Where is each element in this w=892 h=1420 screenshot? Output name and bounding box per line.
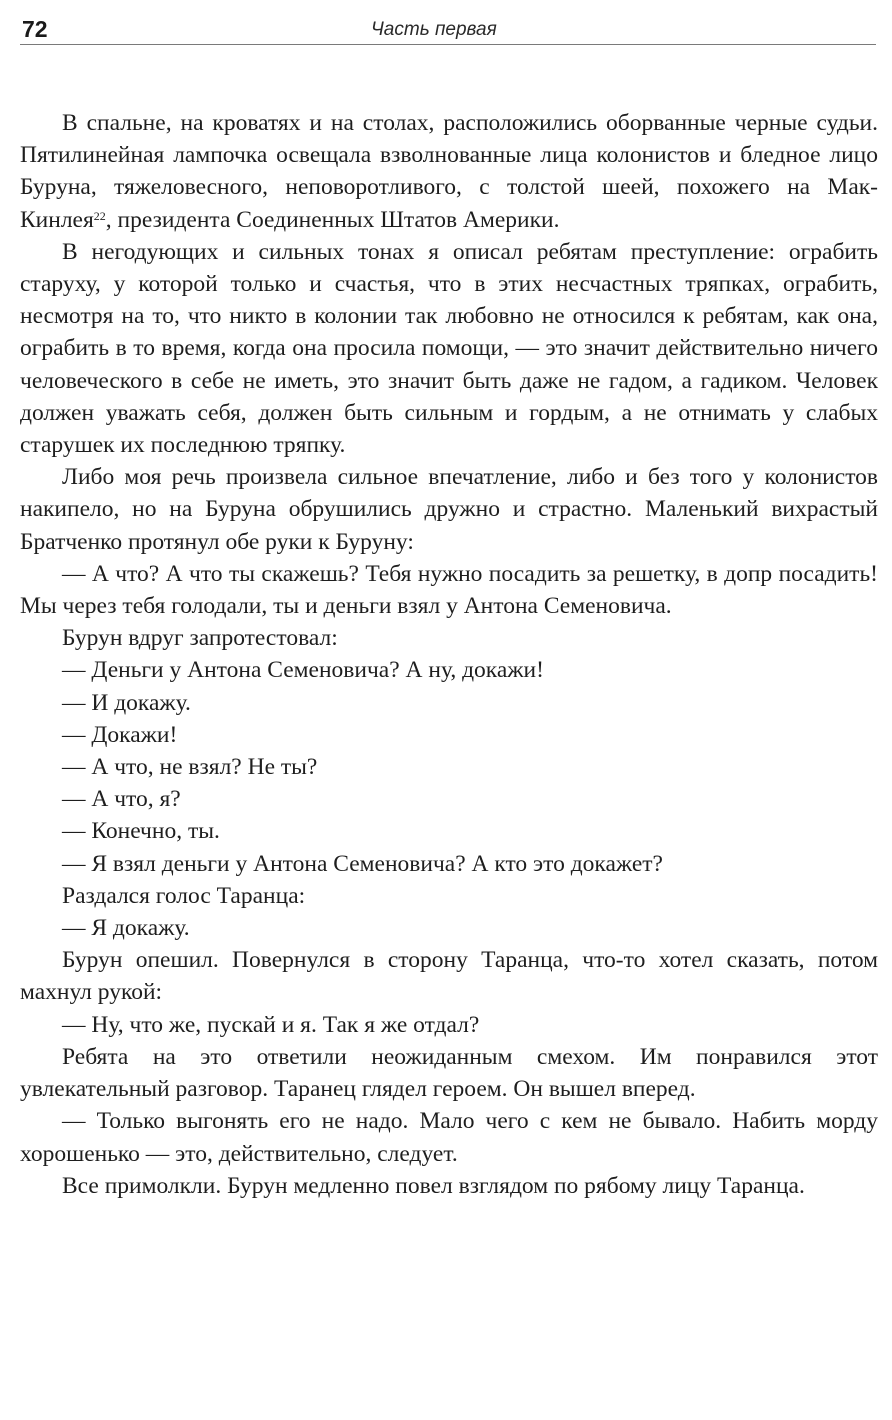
- body-text: [20, 107, 878, 1202]
- paragraph-text-tail: , президента Соединенных Штатов Америки.: [105, 206, 560, 233]
- running-head: Часть первая: [371, 19, 497, 40]
- paragraph: Раздался голос Таранца:: [62, 882, 306, 909]
- dialogue-line: — Деньги у Антона Семеновича? А ну, докажи!: [62, 657, 544, 684]
- paragraph: Все примолкли. Бурун медленно повел взглядом по рябому лицу Таранца.: [62, 1172, 805, 1199]
- footnote-marker[interactable]: 22: [93, 208, 106, 223]
- paragraph: В негодующих и сильных тонах я описал ребятам преступление: ограбить старуху, у которой только и счастья, что в этих несчастных тряпках, ограбить, несмотря на то, что никто в колонии так любовно не относился к ребятам, как она, ограбить в то время, когда она просила помощи, — это значит действительно ничего человеческого в себе не иметь, это значит быть даже не гадом, а гадиком. Человек должен уважать себя, должен быть сильным и гордым, а не отнимать у слабых старушек их последнюю тряпку.: [20, 238, 878, 459]
- dialogue-line: — Ну, что же, пускай и я. Так я же отдал?: [62, 1011, 480, 1038]
- dialogue-line: — Конечно, ты.: [62, 818, 220, 845]
- header-rule: [20, 44, 876, 45]
- paragraph: Бурун опешил. Повернулся в сторону Таранца, что-то хотел сказать, потом махнул рукой:: [20, 947, 878, 1006]
- paragraph-text: В спальне, на кроватях и на столах, расположились оборванные черные судьи. Пятилинейная лампочка освещала взволнованные лица колонистов и бледное лицо Буруна, тяжеловесного, неповоротливого, с толстой шеей, похожего на Мак-Кинлея: [20, 110, 878, 233]
- dialogue-line: — Я докажу.: [62, 915, 190, 942]
- dialogue-line: — А что? А что ты скажешь? Тебя нужно посадить за решетку, в допр посадить! Мы через тебя голодали, ты и деньги взял у Антона Семеновича.: [20, 560, 878, 620]
- dialogue-line: — Я взял деньги у Антона Семеновича? А кто это докажет?: [62, 850, 663, 877]
- dialogue-line: — И докажу.: [62, 689, 191, 716]
- paragraph: Бурун вдруг запротестовал:: [62, 625, 338, 652]
- dialogue-line: — А что, не взял? Не ты?: [62, 754, 318, 781]
- page-header: [20, 16, 876, 46]
- paragraph: [20, 107, 878, 236]
- dialogue-line: — А что, я?: [62, 786, 181, 813]
- dialogue-line: — Докажи!: [62, 721, 178, 748]
- paragraph: Ребята на это ответили неожиданным смехом. Им понравился этот увлекательный разговор. Таранец глядел героем. Он вышел вперед.: [20, 1043, 878, 1103]
- page-number: 72: [22, 16, 48, 42]
- dialogue-line: — Только выгонять его не надо. Мало чего с кем не бывало. Набить морду хорошенько — это, действительно, следует.: [20, 1108, 878, 1167]
- paragraph: Либо моя речь произвела сильное впечатление, либо и без того у колонистов накипело, но на Буруна обрушились дружно и страстно. Маленький вихрастый Братченко протянул обе руки к Буруну:: [20, 464, 878, 555]
